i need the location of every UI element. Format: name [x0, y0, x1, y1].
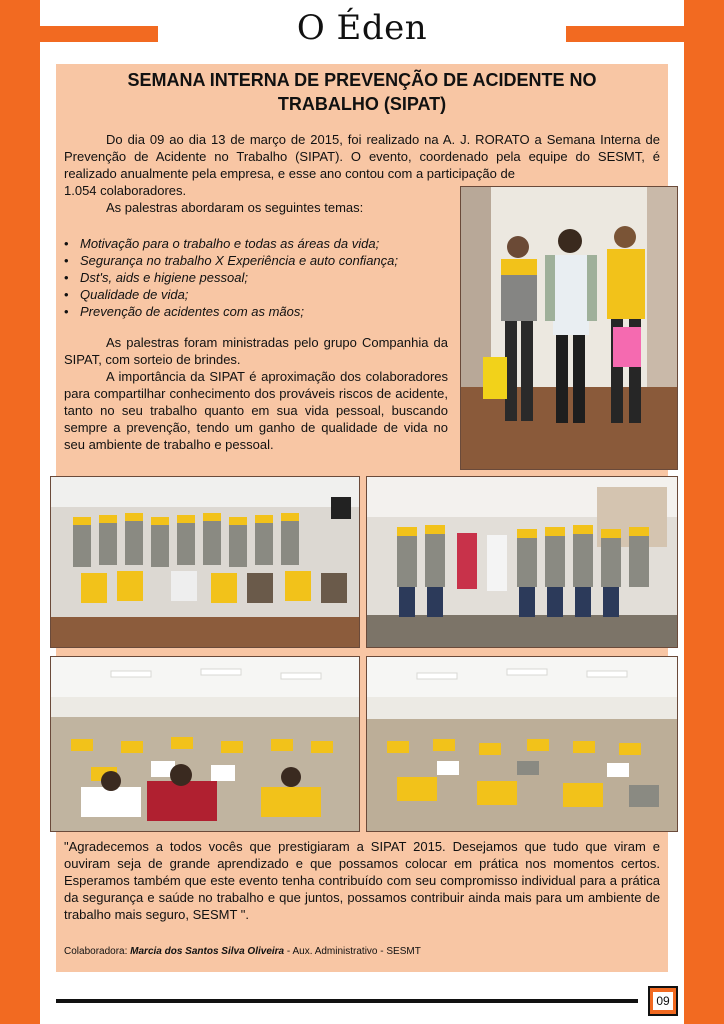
- importance-paragraph: A importância da SIPAT é aproximação dos colaboradores para compartilhar conhecimento dos prováveis riscos de acidente, tanto no seu trabalho quanto em sua vida pessoal, buscando sempre a prevenção, tendo um ganho de qualidade de vida no seu ambiente de trabalho e pessoal.: [64, 369, 448, 452]
- page-number: 09: [653, 992, 673, 1010]
- photo-group-left: [50, 476, 360, 648]
- list-item: • Segurança no trabalho X Experiência e auto confiança;: [64, 253, 398, 268]
- header-bar-right: [566, 26, 684, 42]
- left-orange-stripe: [0, 0, 40, 1024]
- list-item: • Qualidade de vida;: [64, 287, 189, 302]
- photo-audience-right: [366, 656, 678, 832]
- credit-name: Marcia dos Santos Silva Oliveira: [130, 946, 285, 957]
- right-orange-stripe: [684, 0, 724, 1024]
- intro-paragraph: Do dia 09 ao dia 13 de março de 2015, foi realizado na A. J. RORATO a Semana Interna de Prevenção de Acidente no Trabalho (SIPAT). O evento, coordenado pela equipe do SESMT, é realizado anualmente pela empresa, e esse ano contou com a participação de: [64, 132, 660, 181]
- list-item: • Prevenção de acidentes com as mãos;: [64, 304, 305, 319]
- list-item: • Dst's, aids e higiene pessoal;: [64, 270, 248, 285]
- credit-label: Colaboradora:: [64, 946, 128, 957]
- page-number-box: [648, 986, 678, 1016]
- article-title-line2: TRABALHO (SIPAT): [277, 94, 447, 114]
- closing-quote: "Agradecemos a todos vocês que prestigiaram a SIPAT 2015. Desejamos que tudo que viram e ouviram seja de grande aprendizado e que possamos colocar em prática nos momentos certos. Esperamos também que este evento tenha contribuído com seu compromisso individual para a prática da segurança e saúde no trabalho e que juntos, possamos contribuir ainda mais para um ambiente de trabalho mais seguro, SESMT ".: [64, 839, 660, 922]
- topics-list: [64, 235, 456, 320]
- credit-role: - Aux. Administrativo - SESMT: [286, 946, 421, 957]
- photo-group-right: [366, 476, 678, 648]
- speakers-paragraph: As palestras foram ministradas pelo grupo Companhia da SIPAT, com sorteio de brindes.: [64, 335, 448, 367]
- photo-three-speakers: [460, 186, 678, 470]
- topics-intro: As palestras abordaram os seguintes temas:: [106, 200, 364, 215]
- list-item: • Motivação para o trabalho e todas as áreas da vida;: [64, 236, 380, 251]
- author-credit: [64, 946, 421, 957]
- article-title: [60, 68, 664, 116]
- lower-paragraphs: [64, 334, 448, 453]
- photo-audience-left: [50, 656, 360, 832]
- footer-rule: [56, 999, 638, 1003]
- header-bar-left: [40, 26, 158, 42]
- masthead-title: O Éden: [296, 8, 428, 48]
- article-title-line1: SEMANA INTERNA DE PREVENÇÃO DE ACIDENTE NO: [127, 70, 597, 90]
- intro-tail: 1.054 colaboradores.: [64, 183, 187, 198]
- intro-continuation: [64, 182, 456, 216]
